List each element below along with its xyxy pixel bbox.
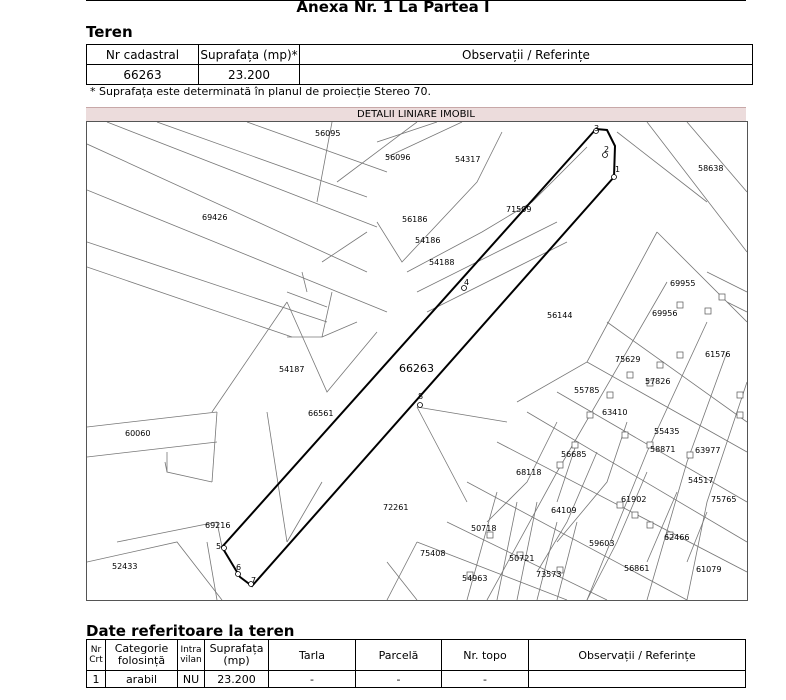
parcel-label: 56186	[402, 215, 428, 224]
date-teren-table	[86, 639, 746, 688]
parcel-label: 54186	[415, 236, 441, 245]
parcel-label: 75765	[711, 495, 737, 504]
parcel-label: 69956	[652, 309, 678, 318]
col-nr-crt: Nr Crt	[87, 640, 106, 671]
col-suprafata: Suprafața (mp)	[205, 640, 269, 671]
page-title: Anexa Nr. 1 La Partea I	[296, 0, 490, 16]
parcel-label: 56096	[385, 153, 411, 162]
col-categorie: Categorie folosință	[106, 640, 178, 671]
col-nr-topo: Nr. topo	[442, 640, 529, 671]
cell-categorie: arabil	[106, 671, 178, 688]
cell-observatii	[300, 65, 753, 85]
parcel-label: 58871	[650, 445, 676, 454]
parcel-label: 61576	[705, 350, 731, 359]
vertex-label: 7	[251, 576, 257, 585]
parcel-label: 55785	[574, 386, 600, 395]
parcel-label: 59603	[589, 539, 615, 548]
vertex-label: 4	[464, 278, 470, 287]
parcel-label: 61079	[696, 565, 722, 574]
parcel-label: 69216	[205, 521, 231, 530]
parcel-label: 54188	[429, 258, 455, 267]
parcel-label: 69955	[670, 279, 696, 288]
vertex-label: 2	[604, 145, 610, 154]
parcel-label: 55435	[654, 427, 680, 436]
parcel-label: 56144	[547, 311, 573, 320]
parcel-label: 54317	[455, 155, 481, 164]
parcel-label: 50721	[509, 554, 535, 563]
table-row	[87, 671, 746, 688]
vertex-markers	[222, 129, 617, 587]
cell-intravilan: NU	[178, 671, 205, 688]
col-observatii: Observații / Referințe	[300, 45, 753, 65]
map-band-label: DETALII LINIARE IMOBIL	[86, 107, 746, 121]
cell-nr-cadastral: 66263	[87, 65, 199, 85]
teren-table	[86, 44, 753, 85]
cell-parcela: -	[356, 671, 442, 688]
parcel-label: 66561	[308, 409, 334, 418]
parcel-label: 68118	[516, 468, 542, 477]
parcel-label: 72261	[383, 503, 409, 512]
parcel-label: 75408	[420, 549, 446, 558]
parcel-label: 58638	[698, 164, 724, 173]
parcel-label: 60060	[125, 429, 151, 438]
col-parcela: Parcelă	[356, 640, 442, 671]
col-tarla: Tarla	[269, 640, 356, 671]
main-parcel-label: 66263	[399, 362, 434, 375]
parcel-label: 75629	[615, 355, 641, 364]
parcel-label: 71509	[506, 205, 532, 214]
footnote: * Suprafața este determinată în planul de proiecție Stereo 70.	[90, 85, 432, 98]
col-suprafata: Suprafața (mp)*	[199, 45, 300, 65]
col-nr-cadastral: Nr cadastral	[87, 45, 199, 65]
cell-suprafata: 23.200	[205, 671, 269, 688]
main-parcel-outline	[222, 129, 615, 586]
parcel-label: 56861	[624, 564, 650, 573]
cell-observatii	[529, 671, 746, 688]
parcel-label: 54187	[279, 365, 305, 374]
col-intravilan: Intra vilan	[178, 640, 205, 671]
parcel-labels	[112, 129, 736, 583]
parcel-label: 56685	[561, 450, 587, 459]
parcel-label: 54517	[688, 476, 714, 485]
col-observatii: Observații / Referințe	[529, 640, 746, 671]
parcel-label: 62466	[664, 533, 690, 542]
parcel-label: 63410	[602, 408, 628, 417]
parcel-label: 69426	[202, 213, 228, 222]
parcel-label: 50718	[471, 524, 497, 533]
vertex-label: 3	[594, 124, 600, 133]
map-svg	[87, 122, 747, 600]
vertex-label: 8	[418, 392, 424, 401]
parcel-label: 61902	[621, 495, 647, 504]
teren-heading: Teren	[86, 23, 133, 41]
building-markers	[467, 294, 743, 578]
cadastral-map	[86, 121, 748, 601]
parcel-label: 63977	[695, 446, 721, 455]
parcel-label: 73573	[536, 570, 562, 579]
parcel-label: 57826	[645, 377, 671, 386]
cell-nr-topo: -	[442, 671, 529, 688]
parcel-label: 56095	[315, 129, 341, 138]
parcel-label: 54963	[462, 574, 488, 583]
vertex-label: 6	[236, 563, 242, 572]
date-teren-heading: Date referitoare la teren	[86, 622, 295, 640]
vertex-label: 1	[615, 165, 621, 174]
parcel-label: 52433	[112, 562, 138, 571]
cell-tarla: -	[269, 671, 356, 688]
table-row	[87, 65, 753, 85]
parcel-label: 64109	[551, 506, 577, 515]
cell-nr-crt: 1	[87, 671, 106, 688]
cell-suprafata: 23.200	[199, 65, 300, 85]
vertex-labels	[216, 124, 620, 585]
vertex-label: 5	[216, 542, 222, 551]
